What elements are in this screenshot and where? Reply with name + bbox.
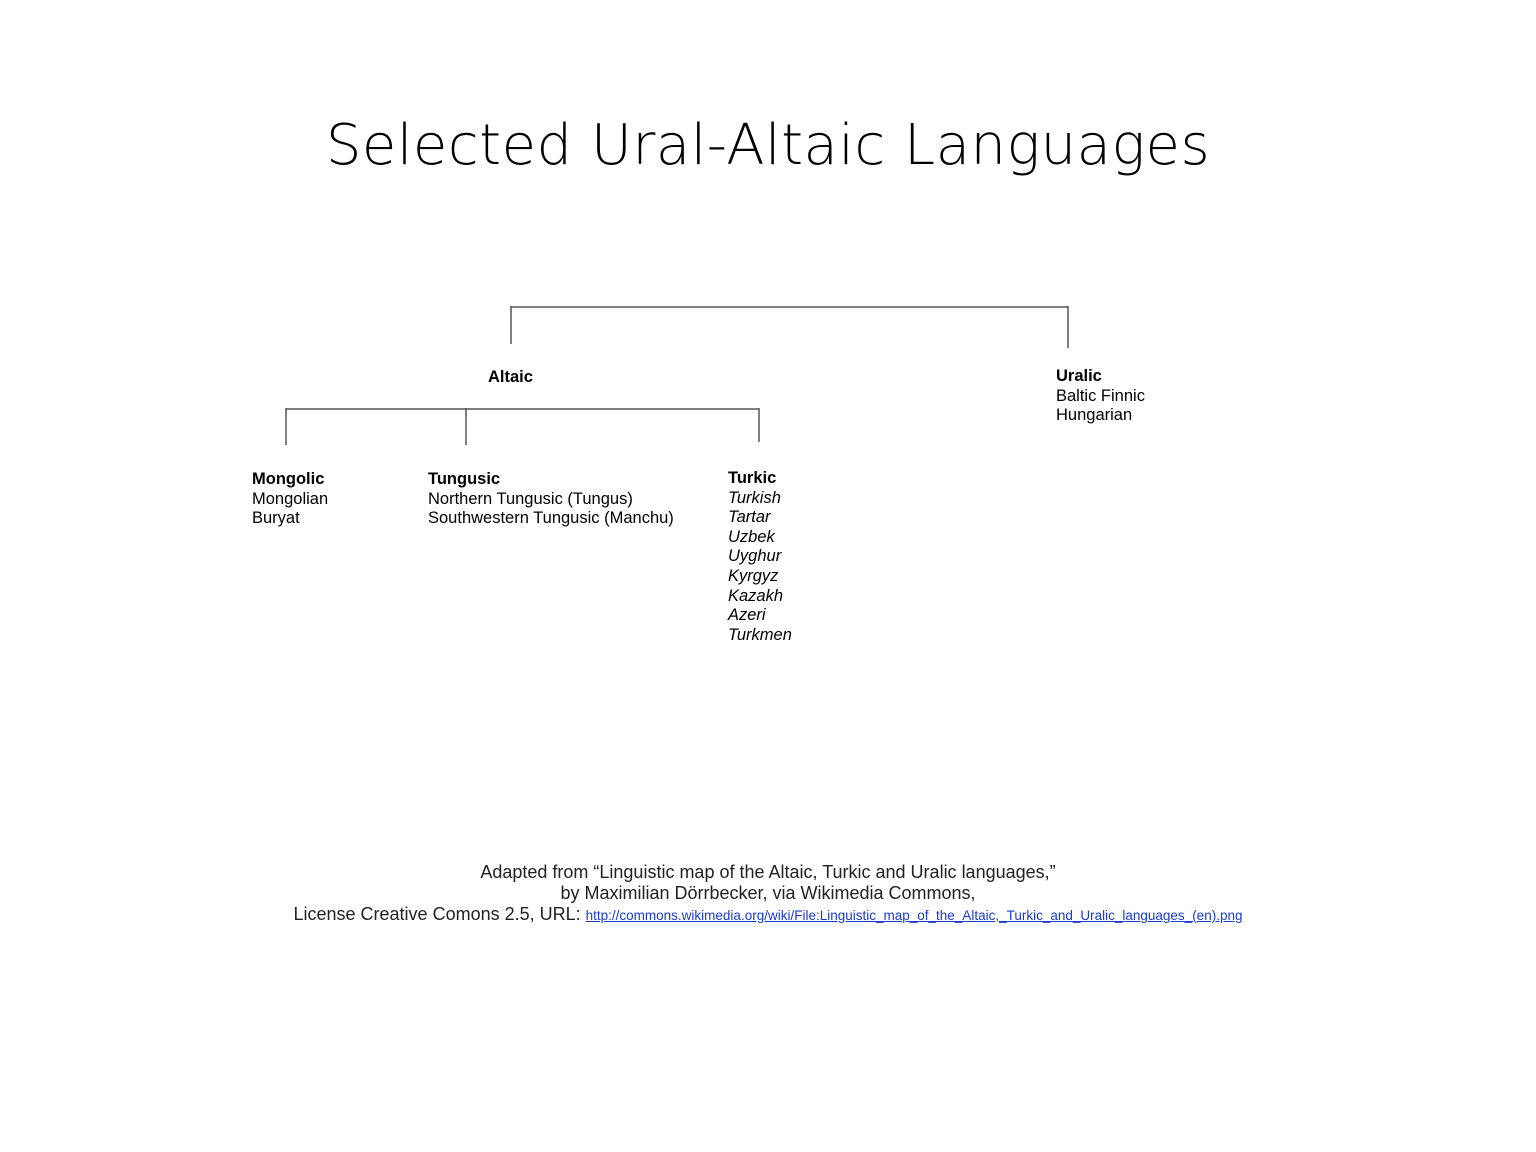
uralic-node-label: Uralic <box>1056 367 1102 385</box>
mongolic-node <box>252 470 328 529</box>
turkic-language-item: Turkmen <box>728 625 792 644</box>
attribution-credit <box>0 862 1536 926</box>
turkic-node-label: Turkic <box>728 469 777 487</box>
altaic-node-label: Altaic <box>488 368 533 386</box>
turkic-language-item: Turkish <box>728 488 781 507</box>
turkic-language-item: Uzbek <box>728 527 775 546</box>
credit-line-license <box>0 904 1536 926</box>
credit-license-text: License Creative Comons 2.5, URL: <box>293 904 586 924</box>
turkic-node <box>728 469 792 645</box>
turkic-language-item: Uyghur <box>728 547 782 566</box>
source-url-link[interactable]: http://commons.wikimedia.org/wiki/File:Linguistic_map_of_the_Altaic,_Turkic_and_Uralic_languages_(en).png <box>585 908 1243 923</box>
credit-line-author: by Maximilian Dörrbecker, via Wikimedia Commons, <box>560 883 976 903</box>
uralic-language-item: Baltic Finnic <box>1056 386 1145 405</box>
turkic-language-item: Azeri <box>728 606 766 625</box>
tungusic-language-item: Northern Tungusic (Tungus) <box>428 489 633 508</box>
mongolic-language-item: Buryat <box>252 509 300 528</box>
tungusic-node-label: Tungusic <box>428 470 501 488</box>
mongolic-node-label: Mongolic <box>252 470 325 488</box>
tungusic-language-item: Southwestern Tungusic (Manchu) <box>428 509 674 528</box>
turkic-language-item: Tartar <box>728 508 771 527</box>
mongolic-language-item: Mongolian <box>252 489 329 508</box>
diagram-title: Selected Ural-Altaic Languages <box>325 113 1211 178</box>
turkic-language-item: Kazakh <box>728 586 784 605</box>
uralic-language-item: Hungarian <box>1056 406 1133 425</box>
tungusic-node <box>428 470 674 529</box>
turkic-language-item: Kyrgyz <box>728 566 779 585</box>
credit-line-source: Adapted from “Linguistic map of the Altaic, Turkic and Uralic languages,” <box>480 862 1056 882</box>
uralic-node <box>1056 367 1145 426</box>
